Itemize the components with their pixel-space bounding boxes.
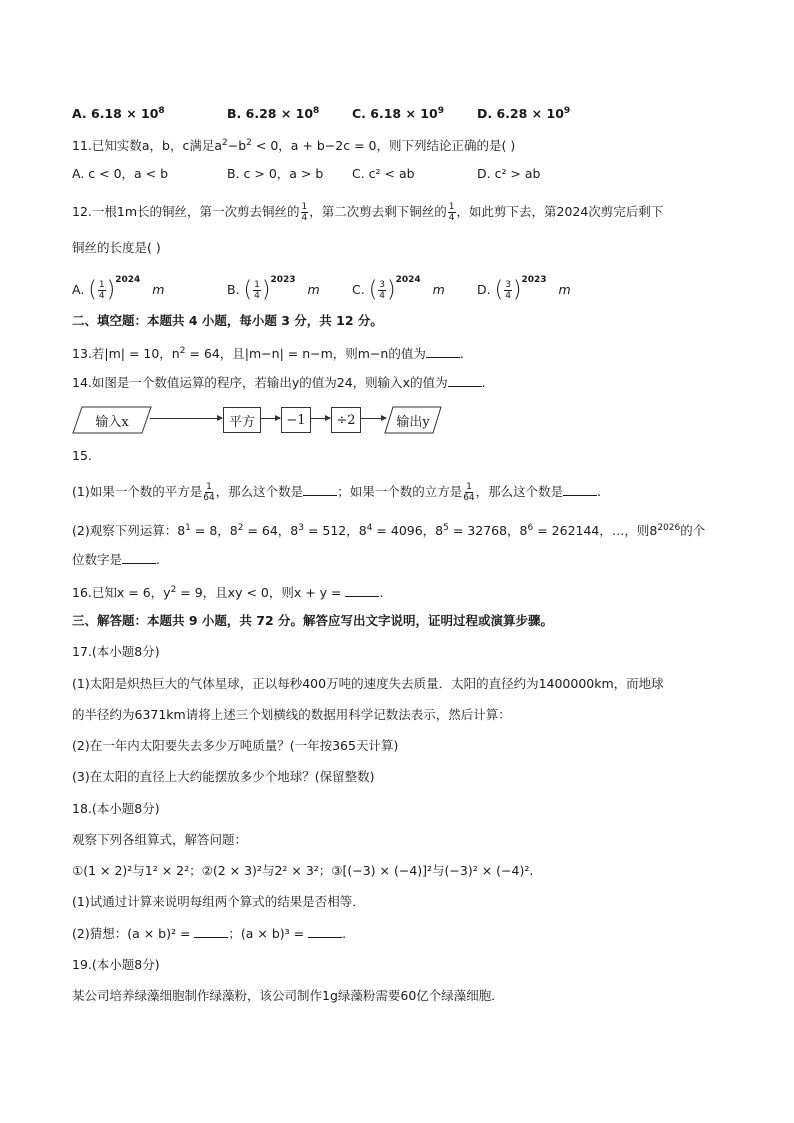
q13-stem: 13.若|m| = 10，$n^2 = 64$，且|m−n| = n−m，则m−n的值为 . [72,346,464,362]
q10-option-b: B. $6.28 \times 10^8$ [227,106,320,122]
q19-header: 19.(本小题8分) [72,957,160,972]
q12-option-b: B. ( $\frac{1}{4}$ )$^{2023}$ m [227,275,320,303]
q17-header: 17.(本小题8分) [72,644,160,659]
q10-option-a: A. $6.18 \times 10^8$ [72,106,165,122]
q15-part2: (2)观察下列运算：$8^1 = 8$，$8^2 = 64$，$8^3 = 512$，$8^4 = 4096$，$8^5 = 32768$，$8^6 = 262144$，…，则$8^{2026}$的个 [72,523,706,539]
answer-blank [194,925,228,938]
flow-output: 输出y [396,414,430,430]
q14-flowchart [72,404,430,434]
q16-stem: 16.已知x = 6，$y^2 = 9$，且xy < 0，则x + y = . [72,585,384,601]
q10-option-c: C. $6.18 \times 10^9$ [352,106,444,122]
answer-blank [345,584,379,597]
answer-blank [426,345,460,358]
q12-stem: 12.一根1m长的铜丝，第一次剪去铜丝的 $\frac{1}{4}$ ，第二次剪去剩下铜丝的 $\frac{1}{4}$ ，如此剪下去，第2024次剪完后剩下 [72,202,664,223]
q14-stem: 14.如图是一个数值运算的程序，若输出y的值为24，则输入x的值为 . [72,375,486,390]
fraction: $\frac{1}{4}$ [301,202,308,223]
flow-arrow [360,418,386,419]
flow-divide: ÷2 [331,407,361,433]
fraction: $\frac{1}{4}$ [448,202,455,223]
flow-arrow [150,418,222,419]
q17-line-4: (3)在太阳的直径上大约能摆放多少个地球？(保留整数) [72,769,375,784]
flow-minus: −1 [281,407,311,433]
q10-option-d: D. $6.28 \times 10^9$ [477,106,571,122]
q18-intro: 观察下列各组算式，解答问题： [72,832,248,847]
answer-blank [303,483,337,496]
q12-option-a: A. ( $\frac{1}{4}$ )$^{2024}$ m [72,275,165,303]
q18-part1: (1)试通过计算来说明每组两个算式的结果是否相等． [72,894,365,909]
flow-square: 平方 [223,407,261,433]
q18-groups: ①(1 × 2)²与1² × 2²；②(2 × 3)²与2² × 3²；③[(−3) × (−4)]²与(−3)² × (−4)². [72,863,534,878]
q11-option-c: C. c² < ab [352,166,415,181]
answer-blank [563,483,597,496]
flow-input: 输入x [95,414,129,430]
q11-option-b: B. c > 0，a > b [227,166,324,181]
q15-part1: (1)如果一个数的平方是 $\frac{1}{64}$ ，那么这个数是 ；如果一个数的立方是 $\frac{1}{64}$ ，那么这个数是 . [72,482,602,503]
answer-blank [448,374,482,387]
flow-arrow [260,418,280,419]
q12-stem-cont: 铜丝的长度是( ) [72,240,161,255]
q18-part2: (2)猜想：(a × b)² = ；(a × b)³ = . [72,926,347,941]
q19-line-1: 某公司培养绿藻细胞制作绿藻粉，该公司制作1g绿藻粉需要60亿个绿藻细胞． [72,988,504,1003]
q11-option-d: D. c² > ab [477,166,541,181]
q15-number: 15. [72,448,92,463]
answer-blank [122,551,156,564]
q12-option-c: C. ( $\frac{3}{4}$ )$^{2024}$ m [352,275,445,303]
q15-part2-cont: 位数字是 . [72,552,160,567]
section-3-title: 三、解答题：本题共 9 小题，共 72 分。解答应写出文字说明，证明过程或演算步骤。 [72,613,554,628]
q18-header: 18.(本小题8分) [72,801,160,816]
q12-option-d: D. ( $\frac{3}{4}$ )$^{2023}$ m [477,275,571,303]
section-2-title: 二、填空题：本题共 4 小题，每小题 3 分，共 12 分。 [72,313,383,328]
q17-line-2: 的半径约为6371km请将上述三个划横线的数据用科学记数法表示，然后计算： [72,707,511,722]
q11-stem: 11.已知实数a，b，c满足$a^2-b^2 < 0$，a + b−2c = 0，则下列结论正确的是( ) [72,138,516,154]
q17-line-3: (2)在一年内太阳要失去多少万吨质量？(一年按365天计算) [72,738,399,753]
flow-arrow [310,418,330,419]
answer-blank [308,925,342,938]
q17-line-1: (1)太阳是炽热巨大的气体星球，正以每秒400万吨的速度失去质量．太阳的直径约为1400000km，而地球 [72,676,664,691]
q11-option-a: A. c < 0，a < b [72,166,169,181]
